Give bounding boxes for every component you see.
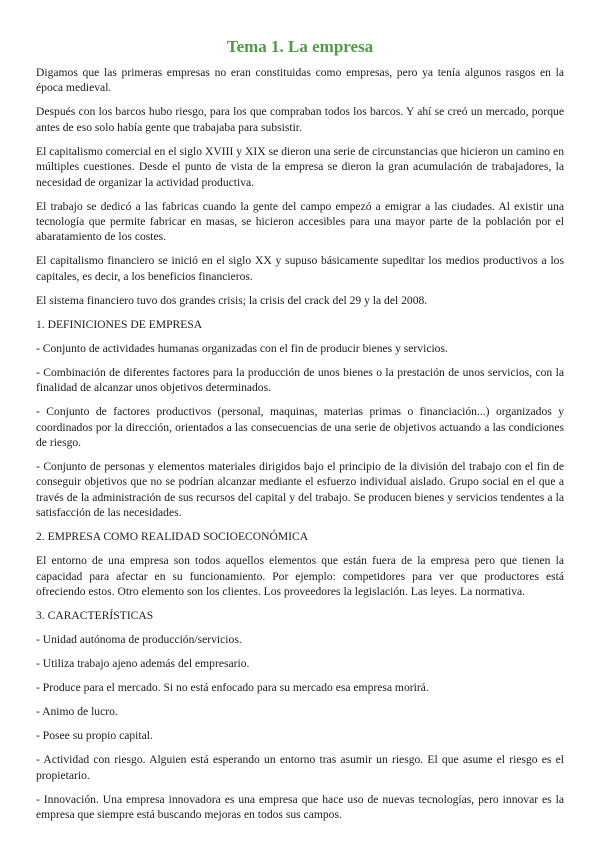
list-item-caracteristica: - Unidad autónoma de producción/servicios. [36,633,242,647]
list-item-caracteristica: - Utiliza trabajo ajeno además del empresario. [36,657,250,671]
list-item-definicion: - Conjunto de actividades humanas organizadas con el fin de producir bienes y servicios. [36,341,448,355]
section-heading-realidad-socioeconomica: 2. EMPRESA COMO REALIDAD SOCIOECONÓMICA [36,530,309,544]
section-heading-definiciones: 1. DEFINICIONES DE EMPRESA [36,317,203,331]
document-page [36,36,564,831]
paragraph-capitalismo-comercial: El capitalismo comercial en el siglo XVIII y XIX se dieron una serie de circunstancias que hicieron un camino en múltiples cuestiones. Desde el punto de vista de la empresa se dieron la gran acumulación de trabajadores, la necesidad de organizar la actividad productiva. [36,144,564,189]
section-heading-caracteristicas: 3. CARACTERÍSTICAS [36,609,154,623]
list-item-caracteristica: - Actividad con riesgo. Alguien está esperando un entorno tras asumir un riesgo. El que asume el riesgo es el propietario. [36,753,564,782]
list-item-definicion: - Conjunto de personas y elementos materiales dirigidos bajo el principio de la división del trabajo con el fin de conseguir objetivos que no se podrían alcanzar mediante el esfuerzo individual aislado. Grupo social en el que a través de la administración de sus recursos del capital y del trabajo. Se producen bienes y servicios tendentes a la satisfacción de las necesidades. [36,460,564,520]
list-item-caracteristica: - Posee su propio capital. [36,729,153,743]
paragraph-intro: Digamos que las primeras empresas no eran constituidas como empresas, pero ya tenía algunos rasgos en la época medieval. [36,66,564,95]
list-item-caracteristica: - Produce para el mercado. Si no está enfocado para su mercado esa empresa morirá. [36,681,429,695]
list-item-definicion: - Combinación de diferentes factores para la producción de unos bienes o la prestación de unos servicios, con la finalidad de alcanzar unos objetivos determinados. [36,365,564,395]
paragraph-barcos: Después con los barcos hubo riesgo, para los que compraban todos los barcos. Y ahí se creó un mercado, porque antes de eso solo había gente que trabajaba para subsistir. [36,105,564,134]
list-item-caracteristica: - Innovación. Una empresa innovadora es una empresa que hace uso de nuevas tecnologías, pero innovar es la empresa que siempre está buscando mejoras en todos sus campos. [36,792,564,821]
paragraph-entorno: El entorno de una empresa son todos aquellos elementos que están fuera de la empresa pero que tienen la capacidad para afectar en su funcionamiento. Por ejemplo: competidores para ver que productores está ofreciendo estos. Otro elemento son los clientes. Los proveedores la legislación. Las leyes. La normativa. [36,554,564,599]
paragraph-crisis: El sistema financiero tuvo dos grandes crisis; la crisis del crack del 29 y la del 2008. [36,293,428,307]
page-title: Tema 1. La empresa [226,37,374,56]
paragraph-trabajo-fabricas: El trabajo se dedicó a las fabricas cuando la gente del campo empezó a emigrar a las ciudades. Al existir una tecnología que permite fabricar en masas, se hicieron accesibles para una mayor parte de la población por el abaratamiento de los costes. [36,199,564,244]
paragraph-capitalismo-financiero: El capitalismo financiero se inició en el siglo XX y supuso básicamente supeditar los medios productivos a los capitales, es decir, a los beneficios financieros. [36,254,564,283]
list-item-definicion: - Conjunto de factores productivos (personal, maquinas, materias primas o financiación...) organizados y coordinados por la dirección, orientados a las consecuencias de una serie de objetivos actuando a las condiciones de riesgo. [36,405,564,450]
list-item-caracteristica: - Animo de lucro. [36,705,118,719]
